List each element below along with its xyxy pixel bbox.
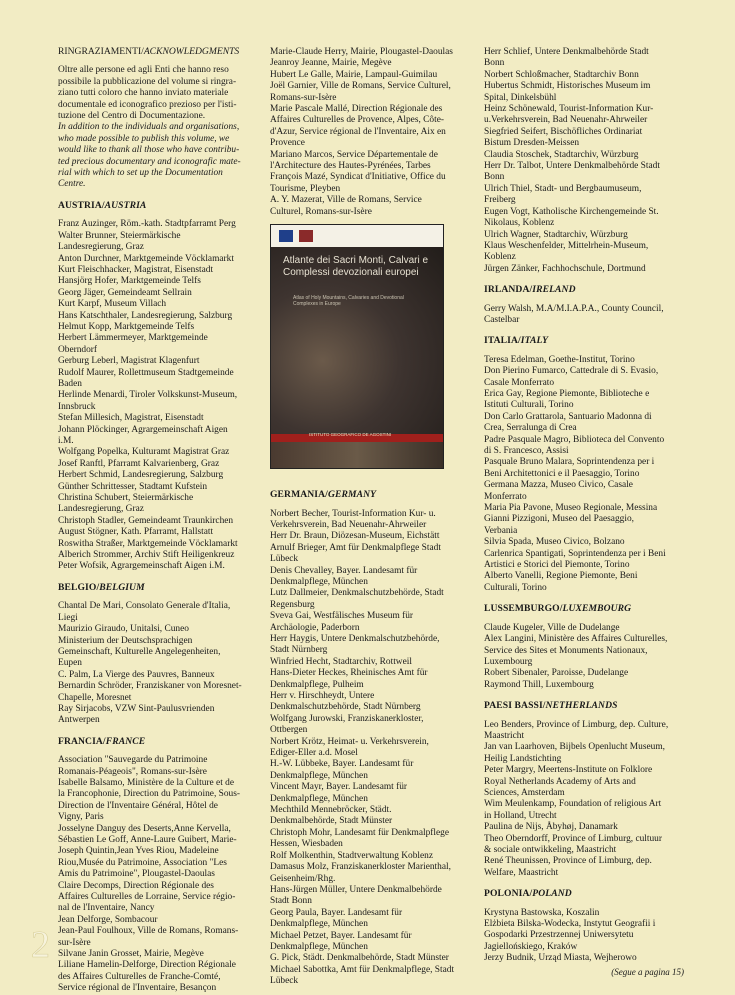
list-item: Jean Delforge, Sombacour	[58, 914, 158, 925]
list-item: di S. Francesco, Assisi	[484, 446, 569, 456]
list-item: Klaus Weschenfelder, Mittelrhein-Museum,	[484, 240, 649, 251]
list-item: Joël Garnier, Ville de Romans, Service Culturel,	[270, 81, 451, 92]
list-item: Welfare, Maastricht	[484, 867, 559, 878]
list-item: Alberto Vanelli, Regione Piemonte, Beni	[484, 571, 638, 582]
section-entries	[484, 720, 684, 880]
list-item: Stefan Millesich, Magistrat, Eisenstadt	[58, 413, 204, 424]
list-item: Liliane Hamelin-Delforge, Direction Régionale	[58, 960, 236, 971]
list-item: François Mazé, Syndicat d'Initiative, Office du	[270, 172, 446, 183]
list-item: Association "Sauvegarde du Patrimoine	[58, 755, 208, 766]
list-item: Don Carlo Grattarola, Santuario Madonna di	[484, 411, 652, 422]
list-item: Alex Langini, Ministère des Affaires Culturelles,	[484, 634, 668, 645]
list-item: & sociale ontwikkeling, Maastricht	[484, 845, 617, 855]
list-item: Ray Sirjacobs, VZW Sint-Paulusvrienden	[58, 703, 215, 714]
list-item: Spital, Dinkelsbühl	[484, 92, 557, 103]
list-item: Georg Paula, Bayer. Landesamt für	[270, 907, 403, 918]
list-item: Istituti Culturali, Torino	[484, 400, 574, 411]
list-item: Bonn	[484, 172, 505, 183]
list-item: Norbert Krötz, Heimat- u. Verkehrsverein,	[270, 736, 429, 747]
list-item: Gerry Walsh, M.A/M.I.A.P.A., County Council,	[484, 303, 664, 314]
page-number	[30, 924, 52, 962]
list-item: ted precious documentary and iconografic mate-	[58, 156, 241, 167]
list-item: Roswitha Straßer, Marktgemeinde Vöcklamarkt	[58, 538, 238, 549]
list-item: Norbert Becher, Tourist-Information Kur- u.	[270, 508, 436, 519]
list-item: Verbania	[484, 525, 518, 536]
list-item: Gospodarki Przestrzennej Uniwersytetu	[484, 930, 634, 941]
list-item: Ministerium der Deutschsprachigen	[58, 635, 193, 646]
list-item: Liegi	[58, 612, 78, 623]
list-item: Vigny, Paris	[58, 812, 104, 823]
sections-column-3	[484, 284, 684, 965]
list-item: Michael Petzet, Bayer. Landesamt für	[270, 930, 412, 941]
list-item: Denkmalpflege, München	[270, 576, 368, 587]
list-item: Denkmalschutzbehörde, Stadt Nürnberg	[270, 702, 421, 713]
list-item: Stadt Nürnberg	[270, 645, 328, 656]
list-item: Heilig Landstichting	[484, 753, 562, 764]
list-item: Lübeck	[270, 976, 299, 987]
list-item: Herr Haygis, Untere Denkmalschutzbehörde,	[270, 633, 440, 644]
list-item: Herr Schlief, Untere Denkmalbehörde Stadt	[484, 47, 649, 57]
list-item: Christoph Stadler, Gemeindeamt Traunkirchen	[58, 515, 234, 526]
section-heading: BELGIO/BELGIUM	[58, 581, 145, 593]
list-item: Maria Pia Pavone, Museo Regionale, Messina	[484, 503, 658, 514]
germany-continued	[484, 47, 684, 275]
column-2	[270, 47, 470, 988]
list-item: Nikolaus, Koblenz	[484, 218, 555, 229]
list-item: Carlenrica Spantigati, Soprintendenza per i Beni	[484, 548, 666, 559]
list-item: in Holland, Utrecht	[484, 810, 557, 821]
list-item: Germana Mazza, Museo Civico, Casale	[484, 480, 633, 491]
list-item: Romans-sur-Isère	[270, 92, 337, 103]
list-item: Freiberg	[484, 195, 516, 206]
list-item: Sveva Gai, Westfälisches Museum für	[270, 611, 414, 622]
section-entries	[58, 755, 256, 995]
list-item: Elżbieta Bilska-Wodecka, Instytut Geografii i	[484, 919, 656, 930]
list-item: Don Pierino Fumarco, Cattedrale di S. Evasio,	[484, 366, 659, 377]
publisher-logo	[299, 230, 313, 242]
list-item: u.Verkehrsverein, Bad Neuenahr-Ahrweiler	[484, 115, 648, 126]
list-item: Eugen Vogt, Katholische Kirchengemeinde St.	[484, 206, 659, 217]
list-item: Pasquale Bruno Malara, Soprintendenza per i	[484, 457, 655, 468]
section-heading: IRLANDA/IRELAND	[484, 284, 576, 296]
list-item: Wolfgang Popelka, Kulturamt Magistrat Graz	[58, 447, 230, 458]
list-item: Kurt Fleischhacker, Magistrat, Eisenstadt	[58, 264, 214, 275]
eu-flag-logo	[279, 230, 293, 242]
list-item: Denkmalpflege, München	[270, 919, 368, 930]
list-item: Oltre alle persone ed agli Enti che hanno reso	[58, 65, 229, 76]
list-item: Marie Pascale Mallé, Direction Régionale des	[270, 104, 443, 115]
list-item: Sciences, Amsterdam	[484, 787, 565, 798]
list-item: Herr Dr. Braun, Diözesan-Museum, Eichstätt	[270, 531, 440, 542]
list-item: Verkehrsverein, Bad Neuenahr-Ahrweiler	[270, 519, 427, 530]
list-item: ziano tutti coloro che hanno inviato materiale	[58, 88, 229, 99]
list-item: Christina Schubert, Steiermärkische	[58, 493, 194, 504]
list-item: d'Azur, Service régional de l'Inventaire, Aix en	[270, 126, 446, 137]
cover-publisher: ISTITUTO GEOGRAFICO DE AGOSTINI	[309, 431, 392, 437]
list-item: Josef Ranftl, Pfarramt Kalvarienberg, Graz	[58, 458, 220, 469]
intro-italian	[58, 65, 256, 122]
list-item: Damasus Molz, Franziskanerkloster Marienthal,	[270, 862, 451, 873]
list-item: Denkmalpflege, Pulheim	[270, 679, 364, 690]
section-heading: LUSSEMBURGO/LUXEMBOURG	[484, 603, 632, 615]
list-item: l'Architecture des Hautes-Pyrénées, Tarbes	[270, 161, 431, 172]
list-item: Centre.	[58, 179, 86, 190]
list-item: Ulrich Wagner, Stadtarchiv, Würzburg	[484, 229, 628, 240]
list-item: Wolfgang Jurowski, Franziskanerkloster,	[270, 713, 424, 724]
list-item: tuzione del Centro di Documentazione.	[58, 111, 206, 122]
france-continued	[270, 47, 470, 218]
list-item: Isabelle Balsamo, Ministère de la Culture et de	[58, 777, 234, 788]
list-item: Silvia Spada, Museo Civico, Bolzano	[484, 537, 625, 548]
list-item: Jean-Paul Foulhoux, Ville de Romans, Romans-	[58, 926, 239, 937]
list-item: August Stögner, Kath. Pfarramt, Hallstatt	[58, 527, 214, 538]
list-item: Wim Meulenkamp, Foundation of religious Art	[484, 799, 662, 810]
list-item: Claire Decomps, Direction Régionale des	[58, 880, 214, 891]
list-item: Hansjörg Hofer, Marktgemeinde Telfs	[58, 276, 201, 287]
list-item: Hubertus Schmidt, Historisches Museum im	[484, 81, 651, 92]
list-item: Mechthild Mennebröcker, Städt.	[270, 805, 392, 816]
list-item: Kurt Karpf, Museum Villach	[58, 299, 167, 310]
list-item: Marie-Claude Herry, Mairie, Plougastel-Daoulas	[270, 47, 453, 57]
list-item: Hans Katschthaler, Landesregierung, Salzburg	[58, 310, 233, 321]
list-item: des Affaires Culturelles de Franche-Comté,	[58, 971, 221, 982]
list-item: Rolf Molkenthin, Stadtverwaltung Koblenz	[270, 850, 433, 861]
list-item: Koblenz	[484, 252, 516, 263]
list-item: Herr Dr. Talbot, Untere Denkmalbehörde Stadt	[484, 161, 660, 172]
list-item: Landesregierung, Graz	[58, 504, 144, 515]
column-1	[58, 46, 256, 995]
list-item: Bonn	[484, 58, 505, 69]
section-entries	[58, 601, 256, 726]
list-item: Teresa Edelman, Goethe-Institut, Torino	[484, 354, 635, 365]
section-germany	[270, 489, 470, 987]
section-heading: ITALIA/ITALY	[484, 335, 549, 347]
list-item: Josselyne Danguy des Deserts,Anne Kervella,	[58, 823, 231, 834]
list-item: H.-W. Lübbeke, Bayer. Landesamt für	[270, 759, 414, 770]
list-item: Eupen	[58, 658, 82, 669]
list-item: Bistum Dresden-Meissen	[484, 138, 580, 149]
list-item: Raymond Thill, Luxembourg	[484, 679, 594, 690]
list-item: Denkmalpflege, München	[270, 941, 368, 952]
list-item: Franz Auzinger, Röm.-kath. Stadtpfarramt Perg	[58, 219, 236, 230]
list-item: Gemeinschaft, Kulturelle Angelegenheiten,	[58, 646, 221, 657]
list-item: Siegfried Seifert, Bischöfliches Ordinariat	[484, 126, 643, 137]
list-item: Claudia Stoschek, Stadtarchiv, Würzburg	[484, 149, 639, 160]
list-item: Romanais-Péageois", Romans-sur-Isère	[58, 766, 207, 777]
intro-heading: RINGRAZIAMENTI/ACKNOWLEDGMENTS	[58, 46, 240, 57]
list-item: Hans-Jürgen Müller, Untere Denkmalbehörde	[270, 884, 442, 895]
list-item: Peter Wofsik, Agrargemeinschaft Aigen i.M.	[58, 561, 225, 572]
list-item: Herbert Schmid, Landesregierung, Salzburg	[58, 470, 224, 481]
list-item: Service régional de l'Inventaire, Besançon	[58, 983, 217, 994]
list-item: Norbert Schloßmacher, Stadtarchiv Bonn	[484, 69, 639, 80]
list-item: Crea, Serralunga di Crea	[484, 423, 577, 434]
section-entries	[270, 509, 470, 988]
list-item: Winfried Hecht, Stadtarchiv, Rottweil	[270, 656, 412, 667]
list-item: Ottbergen	[270, 725, 308, 736]
list-item: Jürgen Zänker, Fachhochschule, Dortmund	[484, 263, 646, 274]
list-item: Luxembourg	[484, 656, 533, 667]
list-item: Hubert Le Galle, Mairie, Lampaul-Guimilau	[270, 69, 438, 80]
list-item: René Theunissen, Province of Limburg, dep.	[484, 856, 652, 867]
list-item: G. Pick, Städt. Denkmalbehörde, Stadt Münster	[270, 953, 449, 964]
list-item: Service des Sites et Monuments Nationaux,	[484, 645, 648, 656]
list-item: Artistici e Storici del Piemonte, Torino	[484, 560, 630, 571]
intro-english	[58, 122, 256, 190]
section-heading: POLONIA/POLAND	[484, 888, 572, 900]
list-item: Innsbruck	[58, 401, 96, 412]
list-item: Lübeck	[270, 554, 299, 565]
section-entries	[484, 623, 684, 691]
list-item: Peter Margry, Meertens-Institute on Folklore	[484, 765, 653, 776]
list-item: Chantal De Mari, Consolato Generale d'Italia,	[58, 601, 231, 612]
list-item: Ulrich Thiel, Stadt- und Bergbaumuseum,	[484, 183, 642, 194]
list-item: Affaires Culturelles de Lorraine, Service régio-	[58, 892, 236, 903]
list-item: Landesregierung, Graz	[58, 242, 144, 253]
list-item: Oberndorf	[58, 344, 98, 355]
list-item: Chapelle, Moresnet	[58, 692, 132, 703]
cover-title: Atlante dei Sacri Monti, Calvari e Complessi devozionali europei	[283, 255, 429, 279]
list-item: Erica Gay, Regione Piemonte, Biblioteche e	[484, 388, 650, 399]
list-item: Denkmalpflege, München	[270, 770, 368, 781]
list-item: Vincent Mayr, Bayer. Landesamt für	[270, 782, 408, 793]
section-heading: AUSTRIA/AUSTRIA	[58, 199, 147, 211]
list-item: Denkmalpflege, München	[270, 793, 368, 804]
cover-subtitle: Atlas of Holy Mountains, Calvaries and Devotional Complexes in Europe	[293, 295, 404, 308]
list-item: Krystyna Bastowska, Koszalin	[484, 907, 600, 918]
list-item: Joseph Quintin,Jean Yves Riou, Madeleine	[58, 846, 219, 857]
list-item: Beni Architettonici e il Paesaggio, Torino	[484, 468, 640, 479]
list-item: Archäologie, Paderborn	[270, 622, 360, 633]
list-item: C. Palm, La Vierge des Pauvres, Banneux	[58, 669, 215, 680]
list-item: Denis Chevalley, Bayer. Landesamt für	[270, 565, 418, 576]
sections-column-1	[58, 200, 256, 995]
section-heading: PAESI BASSI/NETHERLANDS	[484, 700, 618, 712]
list-item: Sébastien Le Goff, Anne-Laure Guibert, Marie-	[58, 835, 237, 845]
list-item: would like to thank all those who have contribu-	[58, 145, 240, 156]
list-item: possibile la pubblicazione del volume si ringra-	[58, 76, 237, 87]
list-item: Arnulf Brieger, Amt für Denkmalpflege Stadt	[270, 542, 441, 553]
list-item: Helmut Kopp, Marktgemeinde Telfs	[58, 321, 195, 332]
list-item: Michael Sabottka, Amt für Denkmalpflege, Stadt	[270, 964, 455, 975]
list-item: Claude Kugeler, Ville de Dudelange	[484, 622, 620, 633]
list-item: Regensburg	[270, 599, 315, 610]
list-item: Rudolf Maurer, Rollettmuseum Stadtgemeinde	[58, 367, 234, 378]
list-item: Walter Brunner, Steiermärkische	[58, 230, 181, 241]
column-3	[484, 47, 684, 978]
section-entries	[58, 219, 256, 573]
list-item: Maurizio Giraudo, Unitalsi, Cuneo	[58, 624, 189, 635]
list-item: Geisenheim/Rhg.	[270, 873, 336, 884]
section-entries	[484, 355, 684, 595]
list-item: Casale Monferrato	[484, 377, 555, 388]
list-item: Padre Pasquale Magro, Biblioteca del Convento	[484, 434, 665, 445]
section-heading: FRANCIA/FRANCE	[58, 735, 146, 747]
list-item: Paulina de Nijs, Åbyhøj, Danamark	[484, 822, 618, 833]
list-item: Antwerpen	[58, 715, 100, 726]
list-item: Tourisme, Pleyben	[270, 183, 341, 194]
list-item: documentale ed iconografico prezioso per l'isti-	[58, 99, 237, 110]
list-item: Provence	[270, 138, 305, 149]
list-item: Castelbar	[484, 314, 520, 325]
book-cover-image	[270, 224, 444, 469]
list-item: Monferrato	[484, 491, 527, 502]
list-item: Herr v. Hirschheydt, Untere	[270, 691, 375, 701]
list-item: Robert Sibenaler, Paroisse, Dudelange	[484, 668, 629, 679]
list-item: Ediger-Eller a.d. Mosel	[270, 748, 358, 759]
list-item: i.M.	[58, 436, 74, 446]
list-item: Culturali, Torino	[484, 582, 547, 593]
list-item: Alberich Strommer, Archiv Stift Heiligenkreuz	[58, 550, 235, 561]
list-item: Theo Oberndorff, Province of Limburg, cultuur	[484, 833, 662, 844]
list-item: Riou,Musée du Patrimoine, Association "Les	[58, 857, 227, 868]
list-item: Herlinde Menardi, Tiroler Volkskunst-Museum,	[58, 390, 238, 401]
continued-note: (Segue a pagina 15)	[611, 966, 684, 977]
list-item: Christoph Mohr, Landesamt für Denkmalpflege	[270, 827, 450, 838]
list-item: Leo Benders, Province of Limburg, dep. Culture,	[484, 719, 669, 730]
list-item: Amis du Patrimoine", Plougastel-Daoulas	[58, 869, 215, 880]
list-item: Jagiellońskiego, Kraków	[484, 941, 578, 952]
list-item: Hessen, Wiesbaden	[270, 839, 343, 850]
list-item: Johann Plöckinger, Agrargemeinschaft Aigen	[58, 424, 228, 435]
list-item: Mariano Marcos, Service Départementale de	[270, 149, 438, 160]
list-item: who made possible to publish this volume, we	[58, 133, 230, 144]
svg-text:2: 2	[31, 924, 50, 962]
list-item: Günther Schrittesser, Stadtamt Kufstein	[58, 481, 208, 492]
list-item: Jan van Laarhoven, Bijbels Openlucht Museum,	[484, 742, 665, 753]
list-item: Jerzy Budnik, Urząd Miasta, Wejherowo	[484, 953, 637, 964]
list-item: Jeanroy Jeanne, Mairie, Megève	[270, 58, 392, 69]
list-item: A. Y. Mazerat, Ville de Romans, Service	[270, 195, 422, 206]
list-item: sur-Isère	[58, 937, 91, 948]
list-item: Lutz Dallmeier, Denkmalschutzbehörde, Stadt	[270, 588, 444, 599]
list-item: Gerburg Leberl, Magistrat Klagenfurt	[58, 356, 200, 367]
list-item: Georg Jäger, Gemeindeamt Sellrain	[58, 287, 192, 298]
list-item: Baden	[58, 378, 82, 389]
list-item: In addition to the individuals and organisations,	[58, 122, 240, 133]
list-item: Bernardin Schröder, Franziskaner von Moresnet-	[58, 681, 242, 692]
section-heading: GERMANIA/GERMANY	[270, 489, 377, 501]
list-item: Anton Durchner, Marktgemeinde Vöcklamarkt	[58, 253, 234, 264]
list-item: nal de l'Inventaire, Nancy	[58, 903, 155, 914]
list-item: Denkmalbehörde, Stadt Münster	[270, 816, 393, 827]
list-item: Direction de l'Inventaire Général, Hôtel de	[58, 800, 218, 811]
section-entries	[484, 908, 684, 965]
page-number-glyph	[30, 924, 52, 962]
list-item: la Francophonie, Direction du Patrimoine, Sous-	[58, 789, 240, 800]
list-item: rial with which to set up the Documentation	[58, 168, 223, 179]
list-item: Silvane Janin Grosset, Mairie, Megève	[58, 949, 204, 960]
list-item: Royal Netherlands Academy of Arts and	[484, 776, 636, 787]
list-item: Stadt Bonn	[270, 896, 312, 907]
list-item: Heinz Schönewald, Tourist-Information Kur-	[484, 104, 654, 115]
list-item: Hans-Dieter Heckes, Rheinisches Amt für	[270, 668, 428, 679]
list-item: Gianni Pizzigoni, Museo del Paesaggio,	[484, 514, 634, 525]
list-item: Maastricht	[484, 730, 525, 741]
section-entries	[484, 304, 684, 327]
list-item: Culturel, Romans-sur-Isère	[270, 206, 372, 217]
list-item: Affaires Culturelles de Provence, Alpes, Côte-	[270, 115, 444, 126]
list-item: Herbert Lämmermeyer, Marktgemeinde	[58, 333, 208, 344]
